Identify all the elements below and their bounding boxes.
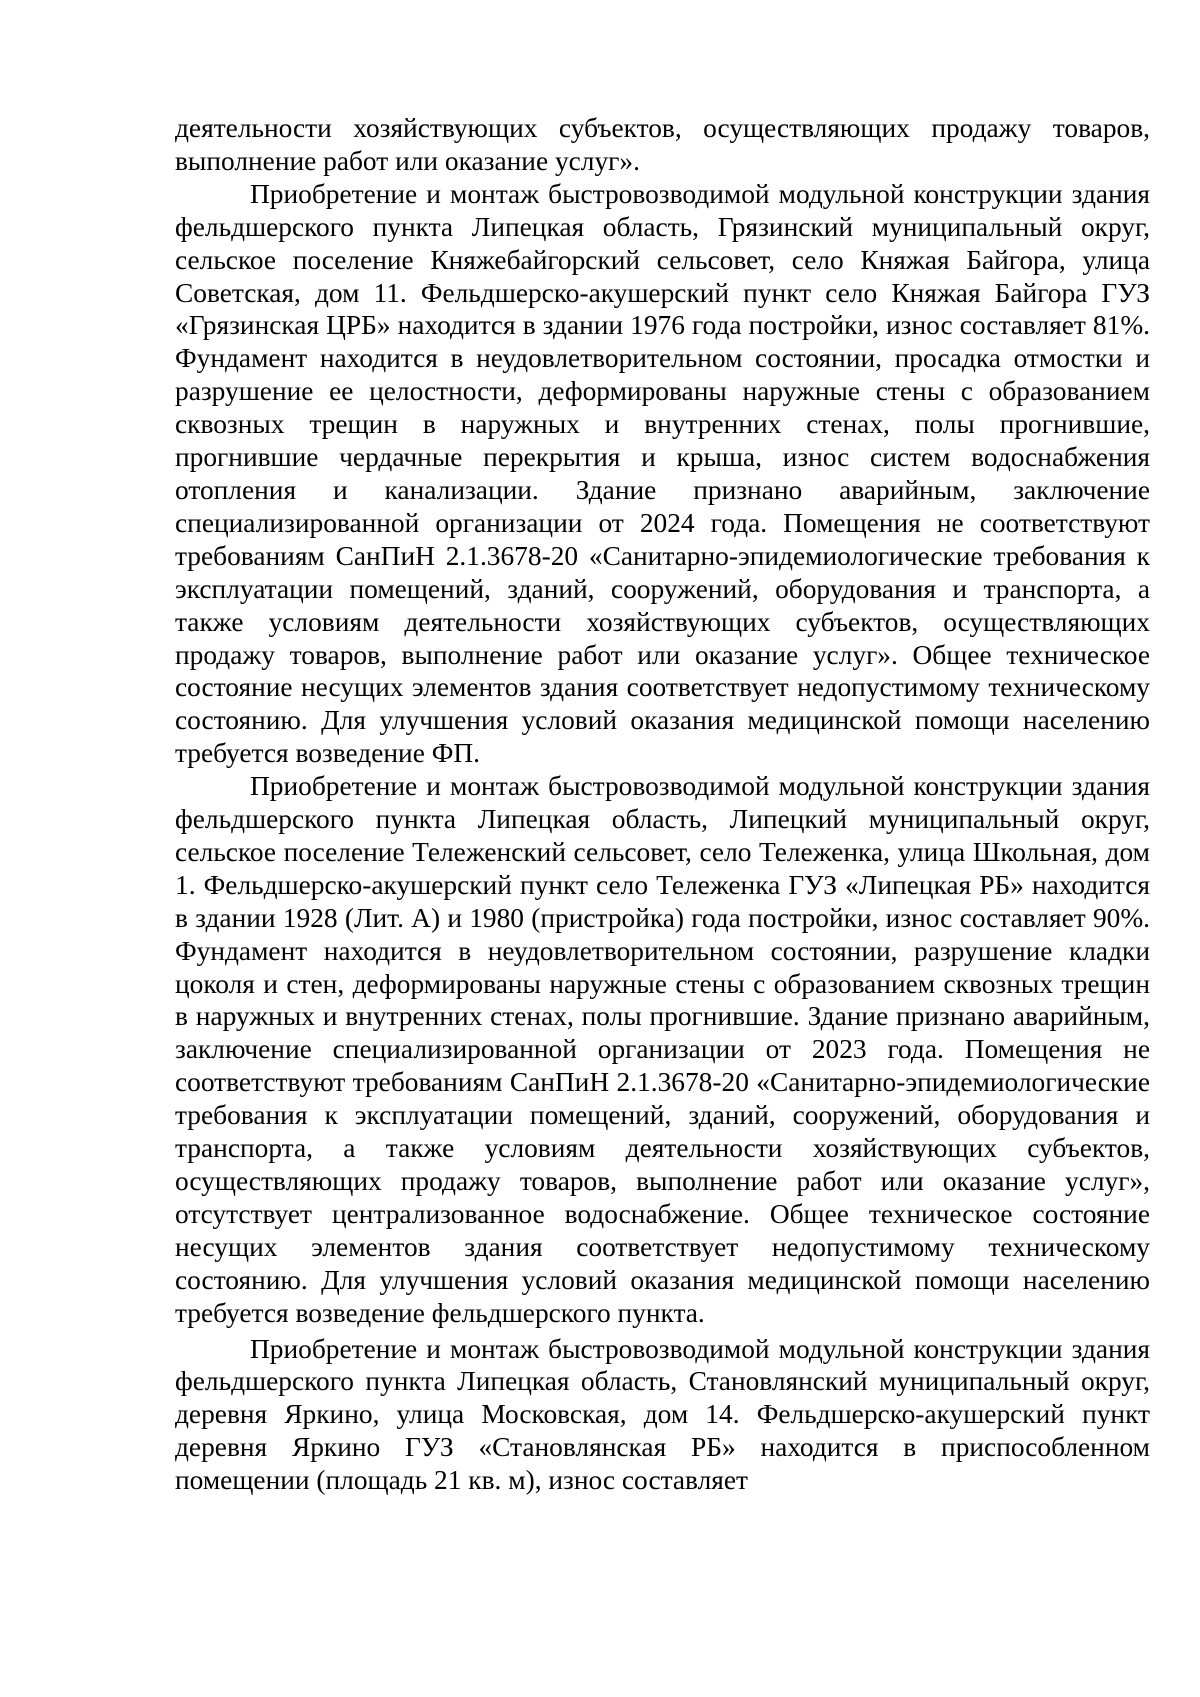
paragraph-yarkino: Приобретение и монтаж быстровозводимой модульной конструкции здания фельдшерского пункта Липецкая область, Становлянский муниципальный округ, деревня Яркино, улица Московская, дом 14. Фельдшерско-акушерский пункт деревня Яркино ГУЗ «Становлянская РБ» находится в приспособленном помещении (площадь 21 кв. м), износ составляет bbox=[175, 1333, 1150, 1496]
paragraph-continuation: деятельности хозяйствующих субъектов, осуществляющих продажу товаров, выполнение работ или оказание услуг». bbox=[175, 113, 1150, 176]
paragraph-telezhenka: Приобретение и монтаж быстровозводимой модульной конструкции здания фельдшерского пункта Липецкая область, Липецкий муниципальный округ, сельское поселение Тележенский сельсовет, село Тележенка, улица Школьная, дом 1. Фельдшерско-акушерский пункт село Тележенка ГУЗ «Липецкая РБ» находится в здании 1928 (Лит. А) и 1980 (пристройка) года постройки, износ составляет 90%. Фундамент находится в неудовлетворительном состоянии, разрушение кладки цоколя и стен, деформированы наружные стены с образованием сквозных трещин в наружных и внутренних стенах, полы прогнившие. Здание признано аварийным, заключение специализированной организации от 2023 года. Помещения не соответствуют требованиям СанПиН 2.1.3678-20 «Санитарно-эпидемиологические требования к эксплуатации помещений, зданий, сооружений, оборудования и транспорта, а также условиям деятельности хозяйствующих субъектов, осуществляющих продажу товаров, выполнение работ или оказание услуг», отсутствует централизованное водоснабжение. Общее техническое состояние несущих элементов здания соответствует недопустимому техническому состоянию. Для улучшения условий оказания медицинской помощи населению требуется возведение фельдшерского пункта. bbox=[175, 771, 1150, 1328]
paragraph-knyazhaya-baygora: Приобретение и монтаж быстровозводимой модульной конструкции здания фельдшерского пункта Липецкая область, Грязинский муниципальный округ, сельское поселение Княжебайгорский сельсовет, село Княжая Байгора, улица Советская, дом 11. Фельдшерско-акушерский пункт село Княжая Байгора ГУЗ «Грязинская ЦРБ» находится в здании 1976 года постройки, износ составляет 81%. Фундамент находится в неудовлетворительном состоянии, просадка отмостки и разрушение ее целостности, деформированы наружные стены с образованием сквозных трещин в наружных и внутренних стенах, полы прогнившие, прогнившие чердачные перекрытия и крыша, износ систем водоснабжения отопления и канализации. Здание признано аварийным, заключение специализированной организации от 2024 года. Помещения не соответствуют требованиям СанПиН 2.1.3678-20 «Санитарно-эпидемиологические требования к эксплуатации помещений, зданий, сооружений, оборудования и транспорта, а также условиям деятельности хозяйствующих субъектов, осуществляющих продажу товаров, выполнение работ или оказание услуг». Общее техническое состояние несущих элементов здания соответствует недопустимому техническому состоянию. Для улучшения условий оказания медицинской помощи населению требуется возведение ФП. bbox=[175, 178, 1150, 769]
document-body bbox=[175, 112, 1150, 1497]
